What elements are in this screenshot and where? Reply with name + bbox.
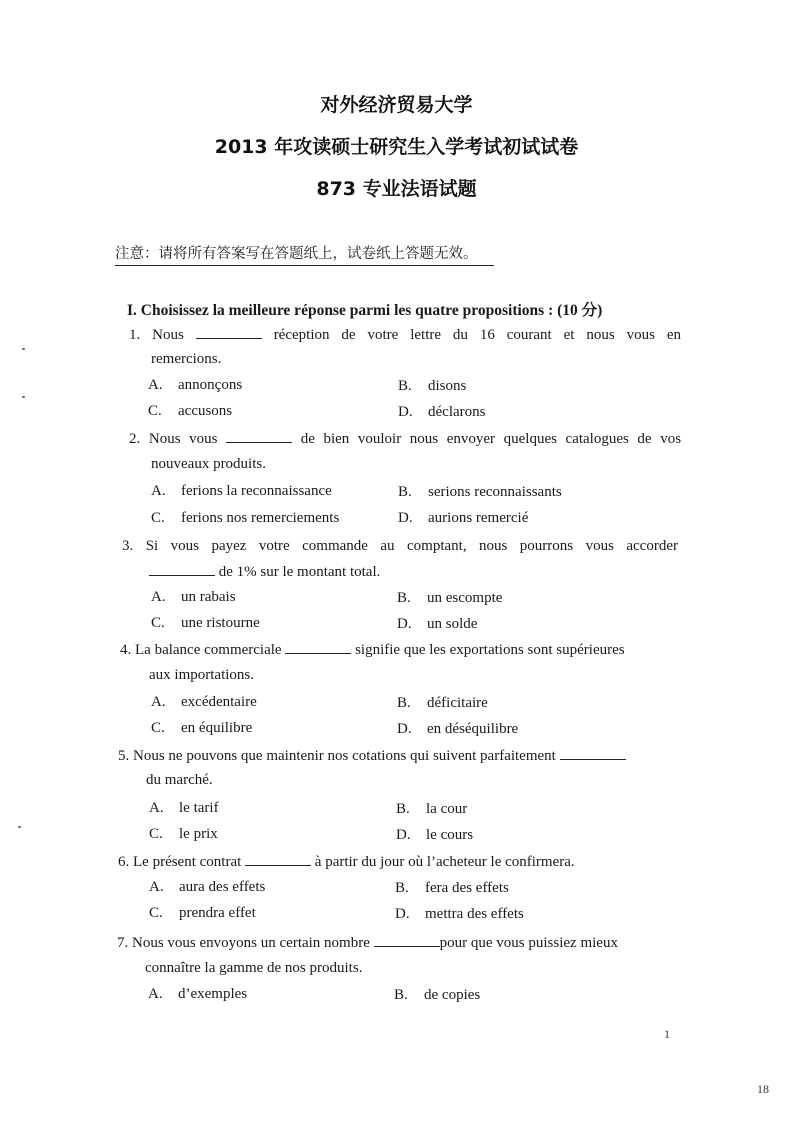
question-text: réception de votre lettre du 16 courant et nous vous en: [273, 327, 682, 343]
option-letter: D.: [395, 906, 410, 922]
option-letter: C.: [151, 615, 165, 631]
option-text: un solde: [427, 616, 478, 632]
question-number: 7.: [117, 935, 129, 951]
question-continuation: [149, 563, 380, 581]
question-5: [118, 747, 626, 765]
question-text: Si vous payez votre commande au comptant, nous pourrons vous accorder: [145, 538, 678, 554]
question-number: 2.: [129, 431, 141, 447]
question-text: Nous: [152, 327, 184, 343]
question-text: Nous vous: [148, 431, 218, 447]
option-text: serions reconnaissants: [428, 484, 562, 500]
option-letter: B.: [397, 695, 411, 711]
subject-title: 873 专业法语试题: [316, 178, 477, 200]
university-name: 对外经济贸易大学: [320, 94, 473, 116]
question-text: pour que vous puissiez mieux: [439, 935, 618, 951]
question-text: signifie que les exportations sont supérieures: [355, 642, 625, 658]
scan-speck: [18, 826, 21, 828]
question-text: à partir du jour où l’acheteur le confirmera.: [314, 854, 575, 870]
answer-blank: [374, 934, 440, 947]
option-text: accusons: [178, 403, 233, 419]
option-d: [396, 827, 473, 844]
option-letter: A.: [149, 800, 164, 816]
option-text: le tarif: [179, 800, 219, 816]
answer-blank: [196, 326, 262, 339]
option-text: aurions remercié: [428, 510, 529, 526]
question-number: 3.: [122, 538, 134, 554]
option-letter: A.: [151, 589, 166, 605]
sheet-number: 18: [757, 1082, 769, 1096]
option-letter: B.: [398, 484, 412, 500]
option-a: [149, 879, 265, 896]
question-6: [118, 853, 575, 871]
option-text: prendra effet: [179, 905, 256, 921]
question-7: [117, 934, 618, 952]
option-letter: D.: [398, 510, 413, 526]
option-c: [148, 403, 232, 420]
option-text: ferions nos remerciements: [181, 510, 340, 526]
option-text: un escompte: [427, 590, 503, 606]
option-letter: C.: [149, 905, 163, 921]
question-continuation: remercions.: [151, 351, 222, 367]
option-text: fera des effets: [425, 880, 509, 896]
answer-blank: [560, 747, 626, 760]
option-text: le cours: [426, 827, 474, 843]
option-text: une ristourne: [181, 615, 260, 631]
option-text: d’exemples: [178, 986, 248, 1002]
answer-blank: [245, 853, 311, 866]
page-number: 1: [664, 1027, 670, 1041]
answer-blank: [226, 430, 292, 443]
option-b: [397, 590, 502, 607]
question-text: Le présent contrat: [133, 854, 242, 870]
option-letter: C.: [151, 510, 165, 526]
scan-speck: [22, 348, 25, 350]
question-number: 1.: [129, 327, 141, 343]
option-c: [151, 720, 252, 737]
question-2: [129, 430, 681, 448]
option-text: excédentaire: [181, 694, 257, 710]
option-text: déficitaire: [427, 695, 488, 711]
option-letter: B.: [397, 590, 411, 606]
option-letter: B.: [394, 987, 408, 1003]
option-a: [148, 377, 242, 394]
option-text: en déséquilibre: [427, 721, 519, 737]
option-b: [395, 880, 509, 897]
option-letter: A.: [151, 694, 166, 710]
scan-speck: [22, 396, 25, 398]
option-letter: A.: [148, 377, 163, 393]
option-text: la cour: [426, 801, 468, 817]
exam-title: 2013 年攻读硕士研究生入学考试初试试卷: [214, 136, 579, 158]
question-3: [122, 538, 678, 555]
question-text: de bien vouloir nous envoyer quelques catalogues de vos: [300, 431, 682, 447]
question-4: [120, 641, 625, 659]
option-d: [398, 510, 528, 527]
option-text: le prix: [179, 826, 218, 842]
option-text: en équilibre: [181, 720, 253, 736]
question-continuation: nouveaux produits.: [151, 456, 266, 472]
question-text: Nous vous envoyons un certain nombre: [132, 935, 370, 951]
option-d: [398, 404, 485, 421]
option-letter: C.: [148, 403, 162, 419]
answer-blank: [285, 641, 351, 654]
option-letter: D.: [397, 721, 412, 737]
option-text: mettra des effets: [425, 906, 524, 922]
question-text: Nous ne pouvons que maintenir nos cotations qui suivent parfaitement: [133, 748, 556, 764]
notice: 注意：请将所有答案写在答题纸上，试卷纸上答题无效。: [115, 242, 494, 266]
option-d: [397, 721, 518, 738]
option-letter: D.: [396, 827, 411, 843]
question-number: 6.: [118, 854, 130, 870]
option-letter: D.: [397, 616, 412, 632]
option-letter: B.: [395, 880, 409, 896]
option-a: [149, 800, 219, 817]
option-b: [398, 378, 466, 395]
answer-blank: [149, 563, 215, 576]
option-text: disons: [428, 378, 467, 394]
option-text: un rabais: [181, 589, 236, 605]
question-1: [129, 326, 681, 344]
question-text: La balance commerciale: [135, 642, 282, 658]
question-continuation: du marché.: [146, 772, 213, 788]
option-d: [395, 906, 524, 923]
section-title: I. Choisissez la meilleure réponse parmi les quatre propositions : (10 分): [127, 302, 603, 319]
option-letter: D.: [398, 404, 413, 420]
option-b: [394, 987, 480, 1004]
option-b: [397, 695, 488, 712]
option-letter: C.: [151, 720, 165, 736]
option-a: [151, 589, 236, 606]
question-continuation: aux importations.: [149, 667, 254, 683]
option-letter: A.: [151, 483, 166, 499]
option-letter: B.: [396, 801, 410, 817]
option-a: [151, 483, 332, 500]
option-text: ferions la reconnaissance: [181, 483, 332, 499]
option-text: annonçons: [178, 377, 243, 393]
option-text: de copies: [424, 987, 481, 1003]
option-c: [149, 905, 256, 922]
question-number: 4.: [120, 642, 132, 658]
option-letter: C.: [149, 826, 163, 842]
option-b: [396, 801, 467, 818]
option-letter: A.: [148, 986, 163, 1002]
option-text: aura des effets: [179, 879, 266, 895]
question-text: de 1% sur le montant total.: [218, 564, 381, 580]
option-a: [148, 986, 247, 1003]
option-a: [151, 694, 257, 711]
option-text: déclarons: [428, 404, 486, 420]
option-letter: B.: [398, 378, 412, 394]
option-b: [398, 484, 562, 501]
question-continuation: connaître la gamme de nos produits.: [145, 960, 363, 976]
option-c: [151, 615, 260, 632]
option-c: [149, 826, 218, 843]
option-letter: A.: [149, 879, 164, 895]
question-number: 5.: [118, 748, 130, 764]
option-d: [397, 616, 477, 633]
option-c: [151, 510, 339, 527]
